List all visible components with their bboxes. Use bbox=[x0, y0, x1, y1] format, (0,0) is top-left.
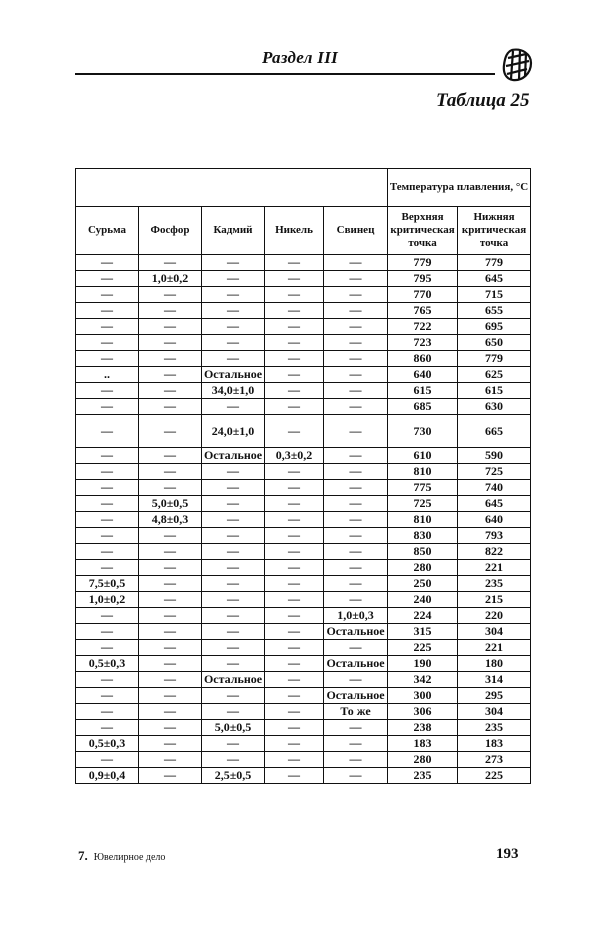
cell-antimony: — bbox=[76, 544, 139, 560]
cell-nickel: — bbox=[265, 656, 324, 672]
cell-nickel: — bbox=[265, 592, 324, 608]
chapter-name: Ювелирное дело bbox=[93, 852, 166, 863]
cell-phosphorus: — bbox=[139, 367, 202, 383]
cell-lead: — bbox=[324, 768, 388, 784]
cell-phosphorus: — bbox=[139, 656, 202, 672]
cell-lead: — bbox=[324, 544, 388, 560]
page-number: 193 bbox=[496, 846, 519, 862]
cell-phosphorus: — bbox=[139, 720, 202, 736]
cell-upper-point: 765 bbox=[388, 303, 458, 319]
cell-phosphorus: — bbox=[139, 255, 202, 271]
cell-nickel: — bbox=[265, 704, 324, 720]
cell-lower-point: 273 bbox=[458, 752, 531, 768]
cell-lower-point: 180 bbox=[458, 656, 531, 672]
cell-upper-point: 306 bbox=[388, 704, 458, 720]
table-row bbox=[76, 720, 531, 736]
cell-upper-point: 250 bbox=[388, 576, 458, 592]
cell-antimony: — bbox=[76, 640, 139, 656]
cell-lead: То же bbox=[324, 704, 388, 720]
column-header-nickel: Никель bbox=[265, 207, 324, 255]
alloy-melting-table bbox=[75, 168, 531, 784]
cell-cadmium: — bbox=[202, 480, 265, 496]
cell-cadmium: — bbox=[202, 303, 265, 319]
cell-cadmium: 5,0±0,5 bbox=[202, 720, 265, 736]
cell-nickel: — bbox=[265, 624, 324, 640]
cell-upper-point: 685 bbox=[388, 399, 458, 415]
table-row bbox=[76, 624, 531, 640]
cell-lead: — bbox=[324, 592, 388, 608]
cell-cadmium: — bbox=[202, 752, 265, 768]
cell-phosphorus: — bbox=[139, 287, 202, 303]
cell-cadmium: — bbox=[202, 592, 265, 608]
cell-lead: — bbox=[324, 399, 388, 415]
cell-nickel: — bbox=[265, 335, 324, 351]
cell-antimony: — bbox=[76, 415, 139, 448]
cell-upper-point: 225 bbox=[388, 640, 458, 656]
cell-lower-point: 220 bbox=[458, 608, 531, 624]
cell-cadmium: — bbox=[202, 351, 265, 367]
cell-upper-point: 810 bbox=[388, 464, 458, 480]
table-body bbox=[76, 255, 531, 784]
table-row bbox=[76, 480, 531, 496]
table-row bbox=[76, 752, 531, 768]
table-row bbox=[76, 768, 531, 784]
cell-antimony: 0,9±0,4 bbox=[76, 768, 139, 784]
table-row bbox=[76, 576, 531, 592]
cell-lead: — bbox=[324, 351, 388, 367]
cell-antimony: — bbox=[76, 303, 139, 319]
cell-antimony: — bbox=[76, 271, 139, 287]
table-group-header-row bbox=[76, 169, 531, 207]
cell-antimony: 7,5±0,5 bbox=[76, 576, 139, 592]
cell-antimony: — bbox=[76, 704, 139, 720]
cell-upper-point: 615 bbox=[388, 383, 458, 399]
column-header-phosphorus: Фосфор bbox=[139, 207, 202, 255]
cell-antimony: — bbox=[76, 351, 139, 367]
cell-nickel: — bbox=[265, 672, 324, 688]
column-header-lead: Свинец bbox=[324, 207, 388, 255]
section-title: Раздел III bbox=[262, 48, 339, 67]
table-row bbox=[76, 415, 531, 448]
cell-upper-point: 779 bbox=[388, 255, 458, 271]
cell-antimony: — bbox=[76, 335, 139, 351]
cell-upper-point: 770 bbox=[388, 287, 458, 303]
cell-nickel: — bbox=[265, 319, 324, 335]
cell-phosphorus: — bbox=[139, 351, 202, 367]
cell-upper-point: 640 bbox=[388, 367, 458, 383]
cell-lead: — bbox=[324, 255, 388, 271]
header-rule bbox=[75, 73, 495, 75]
cell-lead: Остальное bbox=[324, 688, 388, 704]
cell-nickel: — bbox=[265, 399, 324, 415]
table-row bbox=[76, 448, 531, 464]
cell-lead: — bbox=[324, 464, 388, 480]
cell-upper-point: 795 bbox=[388, 271, 458, 287]
cell-antimony: — bbox=[76, 287, 139, 303]
cell-upper-point: 280 bbox=[388, 560, 458, 576]
cell-antimony: 1,0±0,2 bbox=[76, 592, 139, 608]
cell-lead: — bbox=[324, 303, 388, 319]
cell-phosphorus: — bbox=[139, 608, 202, 624]
cell-upper-point: 810 bbox=[388, 512, 458, 528]
cell-cadmium: Остальное bbox=[202, 448, 265, 464]
melting-temperature-header: Температура плавления, °С bbox=[388, 169, 531, 207]
cell-lower-point: 645 bbox=[458, 496, 531, 512]
cell-lead: — bbox=[324, 271, 388, 287]
cell-cadmium: 2,5±0,5 bbox=[202, 768, 265, 784]
table-row bbox=[76, 608, 531, 624]
cell-nickel: — bbox=[265, 383, 324, 399]
cell-nickel: 0,3±0,2 bbox=[265, 448, 324, 464]
cell-phosphorus: — bbox=[139, 640, 202, 656]
cell-lower-point: 183 bbox=[458, 736, 531, 752]
cell-nickel: — bbox=[265, 768, 324, 784]
cell-nickel: — bbox=[265, 752, 324, 768]
cell-phosphorus: — bbox=[139, 736, 202, 752]
cell-upper-point: 300 bbox=[388, 688, 458, 704]
cell-upper-point: 850 bbox=[388, 544, 458, 560]
cell-cadmium: — bbox=[202, 640, 265, 656]
table-row bbox=[76, 399, 531, 415]
cell-phosphorus: — bbox=[139, 576, 202, 592]
cell-phosphorus: — bbox=[139, 319, 202, 335]
cell-cadmium: — bbox=[202, 608, 265, 624]
cell-upper-point: 723 bbox=[388, 335, 458, 351]
cell-phosphorus: — bbox=[139, 592, 202, 608]
cell-antimony: — bbox=[76, 720, 139, 736]
cell-upper-point: 238 bbox=[388, 720, 458, 736]
cell-cadmium: 24,0±1,0 bbox=[202, 415, 265, 448]
cell-lower-point: 740 bbox=[458, 480, 531, 496]
table-row bbox=[76, 656, 531, 672]
cell-upper-point: 240 bbox=[388, 592, 458, 608]
table-row bbox=[76, 528, 531, 544]
cell-lead: — bbox=[324, 528, 388, 544]
cell-lower-point: 822 bbox=[458, 544, 531, 560]
cell-lower-point: 590 bbox=[458, 448, 531, 464]
cell-antimony: — bbox=[76, 528, 139, 544]
cell-antimony: — bbox=[76, 319, 139, 335]
cell-nickel: — bbox=[265, 287, 324, 303]
cell-phosphorus: — bbox=[139, 768, 202, 784]
cell-lead: — bbox=[324, 576, 388, 592]
table-row bbox=[76, 672, 531, 688]
cell-lower-point: 235 bbox=[458, 720, 531, 736]
cell-phosphorus: — bbox=[139, 752, 202, 768]
cell-cadmium: Остальное bbox=[202, 672, 265, 688]
cell-lower-point: 725 bbox=[458, 464, 531, 480]
cell-cadmium: — bbox=[202, 624, 265, 640]
cell-lead: — bbox=[324, 383, 388, 399]
cell-cadmium: — bbox=[202, 287, 265, 303]
table-row bbox=[76, 287, 531, 303]
cell-lower-point: 215 bbox=[458, 592, 531, 608]
cell-lead: — bbox=[324, 496, 388, 512]
cell-cadmium: — bbox=[202, 399, 265, 415]
table-row bbox=[76, 303, 531, 319]
cell-phosphorus: — bbox=[139, 335, 202, 351]
cell-phosphorus: — bbox=[139, 624, 202, 640]
cell-upper-point: 610 bbox=[388, 448, 458, 464]
cell-cadmium: — bbox=[202, 704, 265, 720]
cell-lower-point: 715 bbox=[458, 287, 531, 303]
column-header-upper-critical-point: Верхняя критическая точка bbox=[388, 207, 458, 255]
cell-lower-point: 235 bbox=[458, 576, 531, 592]
cell-cadmium: — bbox=[202, 544, 265, 560]
cell-phosphorus: — bbox=[139, 303, 202, 319]
cell-antimony: — bbox=[76, 464, 139, 480]
cell-upper-point: 224 bbox=[388, 608, 458, 624]
table-row bbox=[76, 704, 531, 720]
cell-nickel: — bbox=[265, 271, 324, 287]
cell-upper-point: 190 bbox=[388, 656, 458, 672]
cell-lead: — bbox=[324, 319, 388, 335]
cell-lower-point: 295 bbox=[458, 688, 531, 704]
cell-cadmium: — bbox=[202, 255, 265, 271]
cell-upper-point: 235 bbox=[388, 768, 458, 784]
cell-lower-point: 655 bbox=[458, 303, 531, 319]
cell-antimony: — bbox=[76, 624, 139, 640]
column-header-cadmium: Кадмий bbox=[202, 207, 265, 255]
cell-lower-point: 615 bbox=[458, 383, 531, 399]
cell-phosphorus: — bbox=[139, 448, 202, 464]
table-row bbox=[76, 367, 531, 383]
cell-lower-point: 650 bbox=[458, 335, 531, 351]
cell-cadmium: — bbox=[202, 464, 265, 480]
cell-lead: — bbox=[324, 560, 388, 576]
cell-lead: — bbox=[324, 287, 388, 303]
cell-lower-point: 695 bbox=[458, 319, 531, 335]
cell-nickel: — bbox=[265, 640, 324, 656]
cell-lead: — bbox=[324, 672, 388, 688]
cell-cadmium: — bbox=[202, 512, 265, 528]
cell-lower-point: 304 bbox=[458, 704, 531, 720]
table-row bbox=[76, 464, 531, 480]
cell-phosphorus: — bbox=[139, 415, 202, 448]
cell-antimony: — bbox=[76, 383, 139, 399]
cell-cadmium: 34,0±1,0 bbox=[202, 383, 265, 399]
cell-upper-point: 725 bbox=[388, 496, 458, 512]
cell-lower-point: 304 bbox=[458, 624, 531, 640]
cell-lower-point: 221 bbox=[458, 640, 531, 656]
gem-ornament-icon bbox=[500, 46, 534, 84]
cell-antimony: — bbox=[76, 608, 139, 624]
cell-cadmium: — bbox=[202, 688, 265, 704]
cell-cadmium: — bbox=[202, 319, 265, 335]
cell-nickel: — bbox=[265, 608, 324, 624]
cell-lower-point: 665 bbox=[458, 415, 531, 448]
table-title: Таблица 25 bbox=[436, 90, 530, 111]
cell-lower-point: 630 bbox=[458, 399, 531, 415]
cell-lower-point: 625 bbox=[458, 367, 531, 383]
cell-phosphorus: — bbox=[139, 704, 202, 720]
cell-phosphorus: 5,0±0,5 bbox=[139, 496, 202, 512]
cell-cadmium: — bbox=[202, 560, 265, 576]
cell-nickel: — bbox=[265, 528, 324, 544]
cell-lower-point: 225 bbox=[458, 768, 531, 784]
cell-upper-point: 183 bbox=[388, 736, 458, 752]
cell-nickel: — bbox=[265, 736, 324, 752]
column-header-lower-critical-point: Нижняя критическая точка bbox=[458, 207, 531, 255]
chapter-number: 7. bbox=[78, 848, 88, 863]
cell-cadmium: — bbox=[202, 576, 265, 592]
cell-upper-point: 280 bbox=[388, 752, 458, 768]
cell-phosphorus: — bbox=[139, 688, 202, 704]
cell-cadmium: — bbox=[202, 271, 265, 287]
cell-antimony: — bbox=[76, 672, 139, 688]
cell-upper-point: 775 bbox=[388, 480, 458, 496]
table-row bbox=[76, 271, 531, 287]
cell-nickel: — bbox=[265, 255, 324, 271]
cell-lead: — bbox=[324, 752, 388, 768]
table-row bbox=[76, 351, 531, 367]
cell-antimony: — bbox=[76, 255, 139, 271]
column-header-antimony: Сурьма bbox=[76, 207, 139, 255]
cell-antimony: — bbox=[76, 448, 139, 464]
cell-nickel: — bbox=[265, 415, 324, 448]
cell-phosphorus: — bbox=[139, 480, 202, 496]
cell-nickel: — bbox=[265, 480, 324, 496]
cell-phosphorus: — bbox=[139, 464, 202, 480]
cell-lead: — bbox=[324, 512, 388, 528]
cell-lead: — bbox=[324, 480, 388, 496]
cell-antimony: — bbox=[76, 752, 139, 768]
cell-lead: Остальное bbox=[324, 624, 388, 640]
table-row bbox=[76, 688, 531, 704]
cell-phosphorus: — bbox=[139, 672, 202, 688]
cell-upper-point: 830 bbox=[388, 528, 458, 544]
cell-lead: — bbox=[324, 415, 388, 448]
cell-nickel: — bbox=[265, 544, 324, 560]
table-row bbox=[76, 560, 531, 576]
table-row bbox=[76, 512, 531, 528]
cell-phosphorus: 1,0±0,2 bbox=[139, 271, 202, 287]
table-header-blank bbox=[76, 169, 388, 207]
cell-antimony: — bbox=[76, 480, 139, 496]
table-row bbox=[76, 736, 531, 752]
cell-lead: — bbox=[324, 335, 388, 351]
table-column-header-row bbox=[76, 207, 531, 255]
cell-cadmium: — bbox=[202, 736, 265, 752]
cell-nickel: — bbox=[265, 367, 324, 383]
cell-nickel: — bbox=[265, 464, 324, 480]
cell-lead: — bbox=[324, 367, 388, 383]
cell-lower-point: 645 bbox=[458, 271, 531, 287]
cell-antimony: — bbox=[76, 496, 139, 512]
cell-lead: Остальное bbox=[324, 656, 388, 672]
cell-cadmium: — bbox=[202, 528, 265, 544]
cell-lead: 1,0±0,3 bbox=[324, 608, 388, 624]
cell-nickel: — bbox=[265, 688, 324, 704]
cell-phosphorus: — bbox=[139, 560, 202, 576]
cell-upper-point: 730 bbox=[388, 415, 458, 448]
table-row bbox=[76, 383, 531, 399]
cell-cadmium: — bbox=[202, 335, 265, 351]
cell-cadmium: — bbox=[202, 656, 265, 672]
cell-lead: — bbox=[324, 448, 388, 464]
table-row bbox=[76, 335, 531, 351]
cell-nickel: — bbox=[265, 512, 324, 528]
cell-lower-point: 793 bbox=[458, 528, 531, 544]
cell-phosphorus: 4,8±0,3 bbox=[139, 512, 202, 528]
cell-upper-point: 342 bbox=[388, 672, 458, 688]
cell-nickel: — bbox=[265, 576, 324, 592]
cell-lower-point: 221 bbox=[458, 560, 531, 576]
cell-cadmium: — bbox=[202, 496, 265, 512]
cell-upper-point: 315 bbox=[388, 624, 458, 640]
cell-nickel: — bbox=[265, 720, 324, 736]
cell-nickel: — bbox=[265, 560, 324, 576]
cell-antimony: — bbox=[76, 512, 139, 528]
cell-antimony: .. bbox=[76, 367, 139, 383]
cell-lower-point: 779 bbox=[458, 351, 531, 367]
table-row bbox=[76, 640, 531, 656]
cell-lead: — bbox=[324, 640, 388, 656]
cell-cadmium: Остальное bbox=[202, 367, 265, 383]
cell-lead: — bbox=[324, 720, 388, 736]
table-row bbox=[76, 319, 531, 335]
cell-antimony: — bbox=[76, 399, 139, 415]
cell-nickel: — bbox=[265, 496, 324, 512]
table-row bbox=[76, 544, 531, 560]
cell-antimony: — bbox=[76, 688, 139, 704]
table-row bbox=[76, 592, 531, 608]
cell-phosphorus: — bbox=[139, 399, 202, 415]
cell-lead: — bbox=[324, 736, 388, 752]
cell-nickel: — bbox=[265, 351, 324, 367]
cell-antimony: 0,5±0,3 bbox=[76, 736, 139, 752]
cell-phosphorus: — bbox=[139, 383, 202, 399]
cell-lower-point: 314 bbox=[458, 672, 531, 688]
cell-lower-point: 640 bbox=[458, 512, 531, 528]
table-row bbox=[76, 255, 531, 271]
cell-lower-point: 779 bbox=[458, 255, 531, 271]
footer-chapter bbox=[78, 848, 165, 864]
cell-phosphorus: — bbox=[139, 544, 202, 560]
table-row bbox=[76, 496, 531, 512]
cell-upper-point: 722 bbox=[388, 319, 458, 335]
cell-upper-point: 860 bbox=[388, 351, 458, 367]
cell-phosphorus: — bbox=[139, 528, 202, 544]
cell-nickel: — bbox=[265, 303, 324, 319]
cell-antimony: — bbox=[76, 560, 139, 576]
cell-antimony: 0,5±0,3 bbox=[76, 656, 139, 672]
